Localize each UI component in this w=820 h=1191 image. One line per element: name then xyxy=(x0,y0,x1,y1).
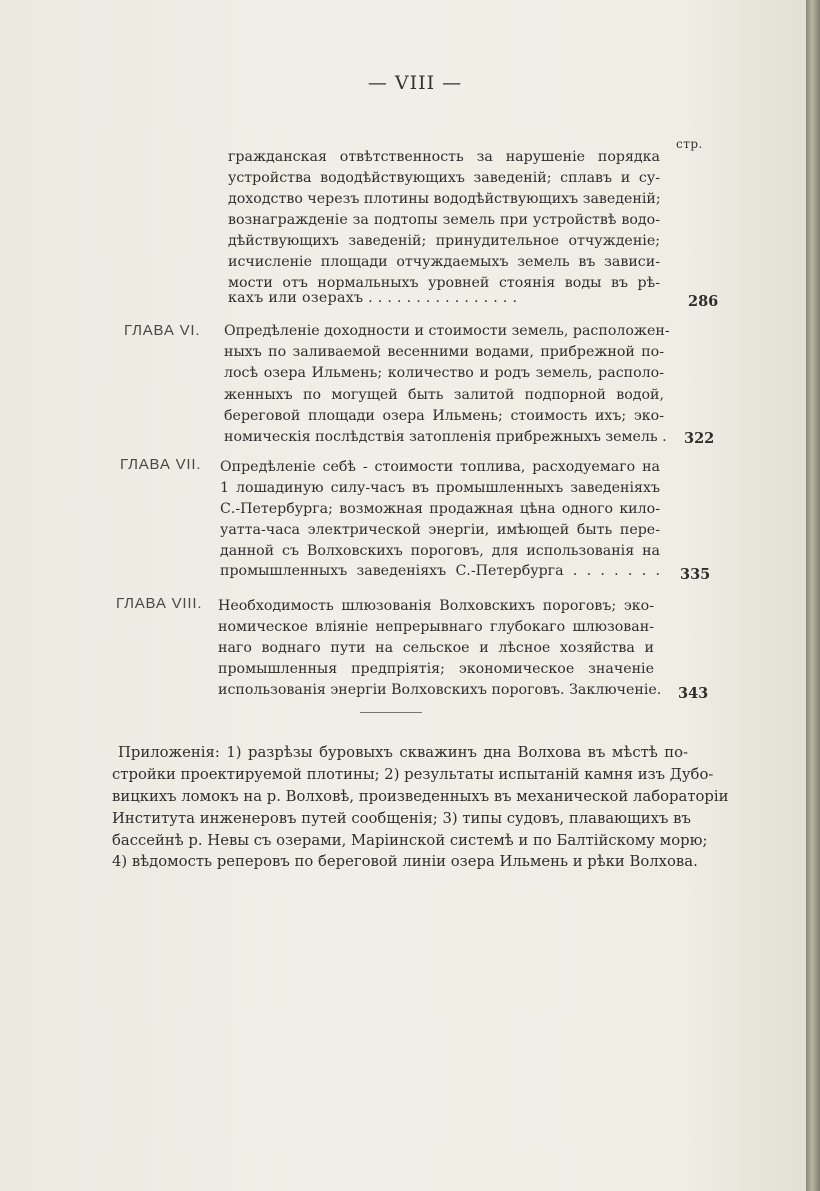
text-line: Необходимость шлюзованія Волховскихъ пороговъ; эко- xyxy=(218,598,654,614)
text-line: промышленныхъ заведеніяхъ С.-Петербурга . . . . . . . xyxy=(220,563,660,579)
page-header: — VIII — xyxy=(367,72,463,94)
text-line: вицкихъ ломокъ на р. Волховѣ, произведенныхъ въ механической лабораторіи xyxy=(112,788,729,805)
text-line: 1 лошадиную силу-часъ въ промышленныхъ заведеніяхъ xyxy=(220,480,660,496)
text-line: гражданская отвѣтственность за нарушеніе порядка xyxy=(228,149,660,165)
chapter-label: ГЛАВА VII. xyxy=(120,456,202,473)
text-line: дѣйствующихъ заведеній; принудительное отчужденіе; xyxy=(228,233,660,249)
text-line: номическія послѣдствія затопленія прибрежныхъ земель . xyxy=(224,429,667,445)
text-line: мости отъ нормальныхъ уровней стоянія воды въ рѣ- xyxy=(228,275,660,291)
page-column-label: стр. xyxy=(676,137,703,151)
section-divider xyxy=(360,712,422,713)
text-line: устройства вододѣйствующихъ заведеній; сплавъ и су- xyxy=(228,170,660,186)
text-line: Опредѣленіе доходности и стоимости земель, расположен- xyxy=(224,323,670,339)
text-line: наго воднаго пути на сельское и лѣсное хозяйства и xyxy=(218,640,654,656)
text-line: уатта-часа электрической энергіи, имѣющей быть пере- xyxy=(220,522,660,538)
book-page-edge xyxy=(806,0,820,1191)
text-line: береговой площади озера Ильмень; стоимость ихъ; эко- xyxy=(224,408,664,424)
text-line: вознагражденіе за подтопы земель при устройствѣ водо- xyxy=(228,212,660,228)
text-line: Опредѣленіе себѣ - стоимости топлива, расходуемаго на xyxy=(220,459,660,475)
text-line: кахъ или озерахъ . . . . . . . . . . . . . . . . xyxy=(228,291,518,306)
text-line: доходство черезъ плотины вододѣйствующихъ заведеній; xyxy=(228,191,661,207)
text-line: промышленныя предпріятія; экономическое значеніе xyxy=(218,661,654,677)
text-line: женныхъ по могущей быть залитой подпорной водой, xyxy=(224,387,664,403)
text-line: лосѣ озера Ильмень; количество и родъ земель, располо- xyxy=(224,365,664,381)
chapter-label: ГЛАВА VIII. xyxy=(116,595,203,612)
page-number: 286 xyxy=(688,293,719,310)
text-line: бассейнѣ р. Невы съ озерами, Маріинской системѣ и по Балтійскому морю; xyxy=(112,832,708,849)
text-line: Института инженеровъ путей сообщенія; 3) типы судовъ, плавающихъ въ xyxy=(112,810,691,827)
text-line: ныхъ по заливаемой весенними водами, прибрежной по- xyxy=(224,344,664,360)
chapter-label: ГЛАВА VI. xyxy=(124,322,201,339)
page-number: 335 xyxy=(680,566,711,583)
text-line: исчисленіе площади отчуждаемыхъ земель въ зависи- xyxy=(228,254,660,270)
page-number: 322 xyxy=(684,430,715,447)
page-number: 343 xyxy=(678,685,709,702)
text-line: данной съ Волховскихъ пороговъ, для использованія на xyxy=(220,543,660,559)
text-line: стройки проектируемой плотины; 2) результаты испытаній камня изъ Дубо- xyxy=(112,766,714,783)
text-line: 4) вѣдомость реперовъ по береговой линіи озера Ильмень и рѣки Волхова. xyxy=(112,853,698,870)
text-line: использованія энергіи Волховскихъ пороговъ. Заключеніе. xyxy=(218,682,662,698)
text-line: номическое вліяніе непрерывнаго глубокаго шлюзован- xyxy=(218,619,654,635)
text-line: Приложенія: 1) разрѣзы буровыхъ скважинъ дна Волхова въ мѣстѣ по- xyxy=(118,744,688,761)
text-line: С.-Петербурга; возможная продажная цѣна одного кило- xyxy=(220,501,660,517)
